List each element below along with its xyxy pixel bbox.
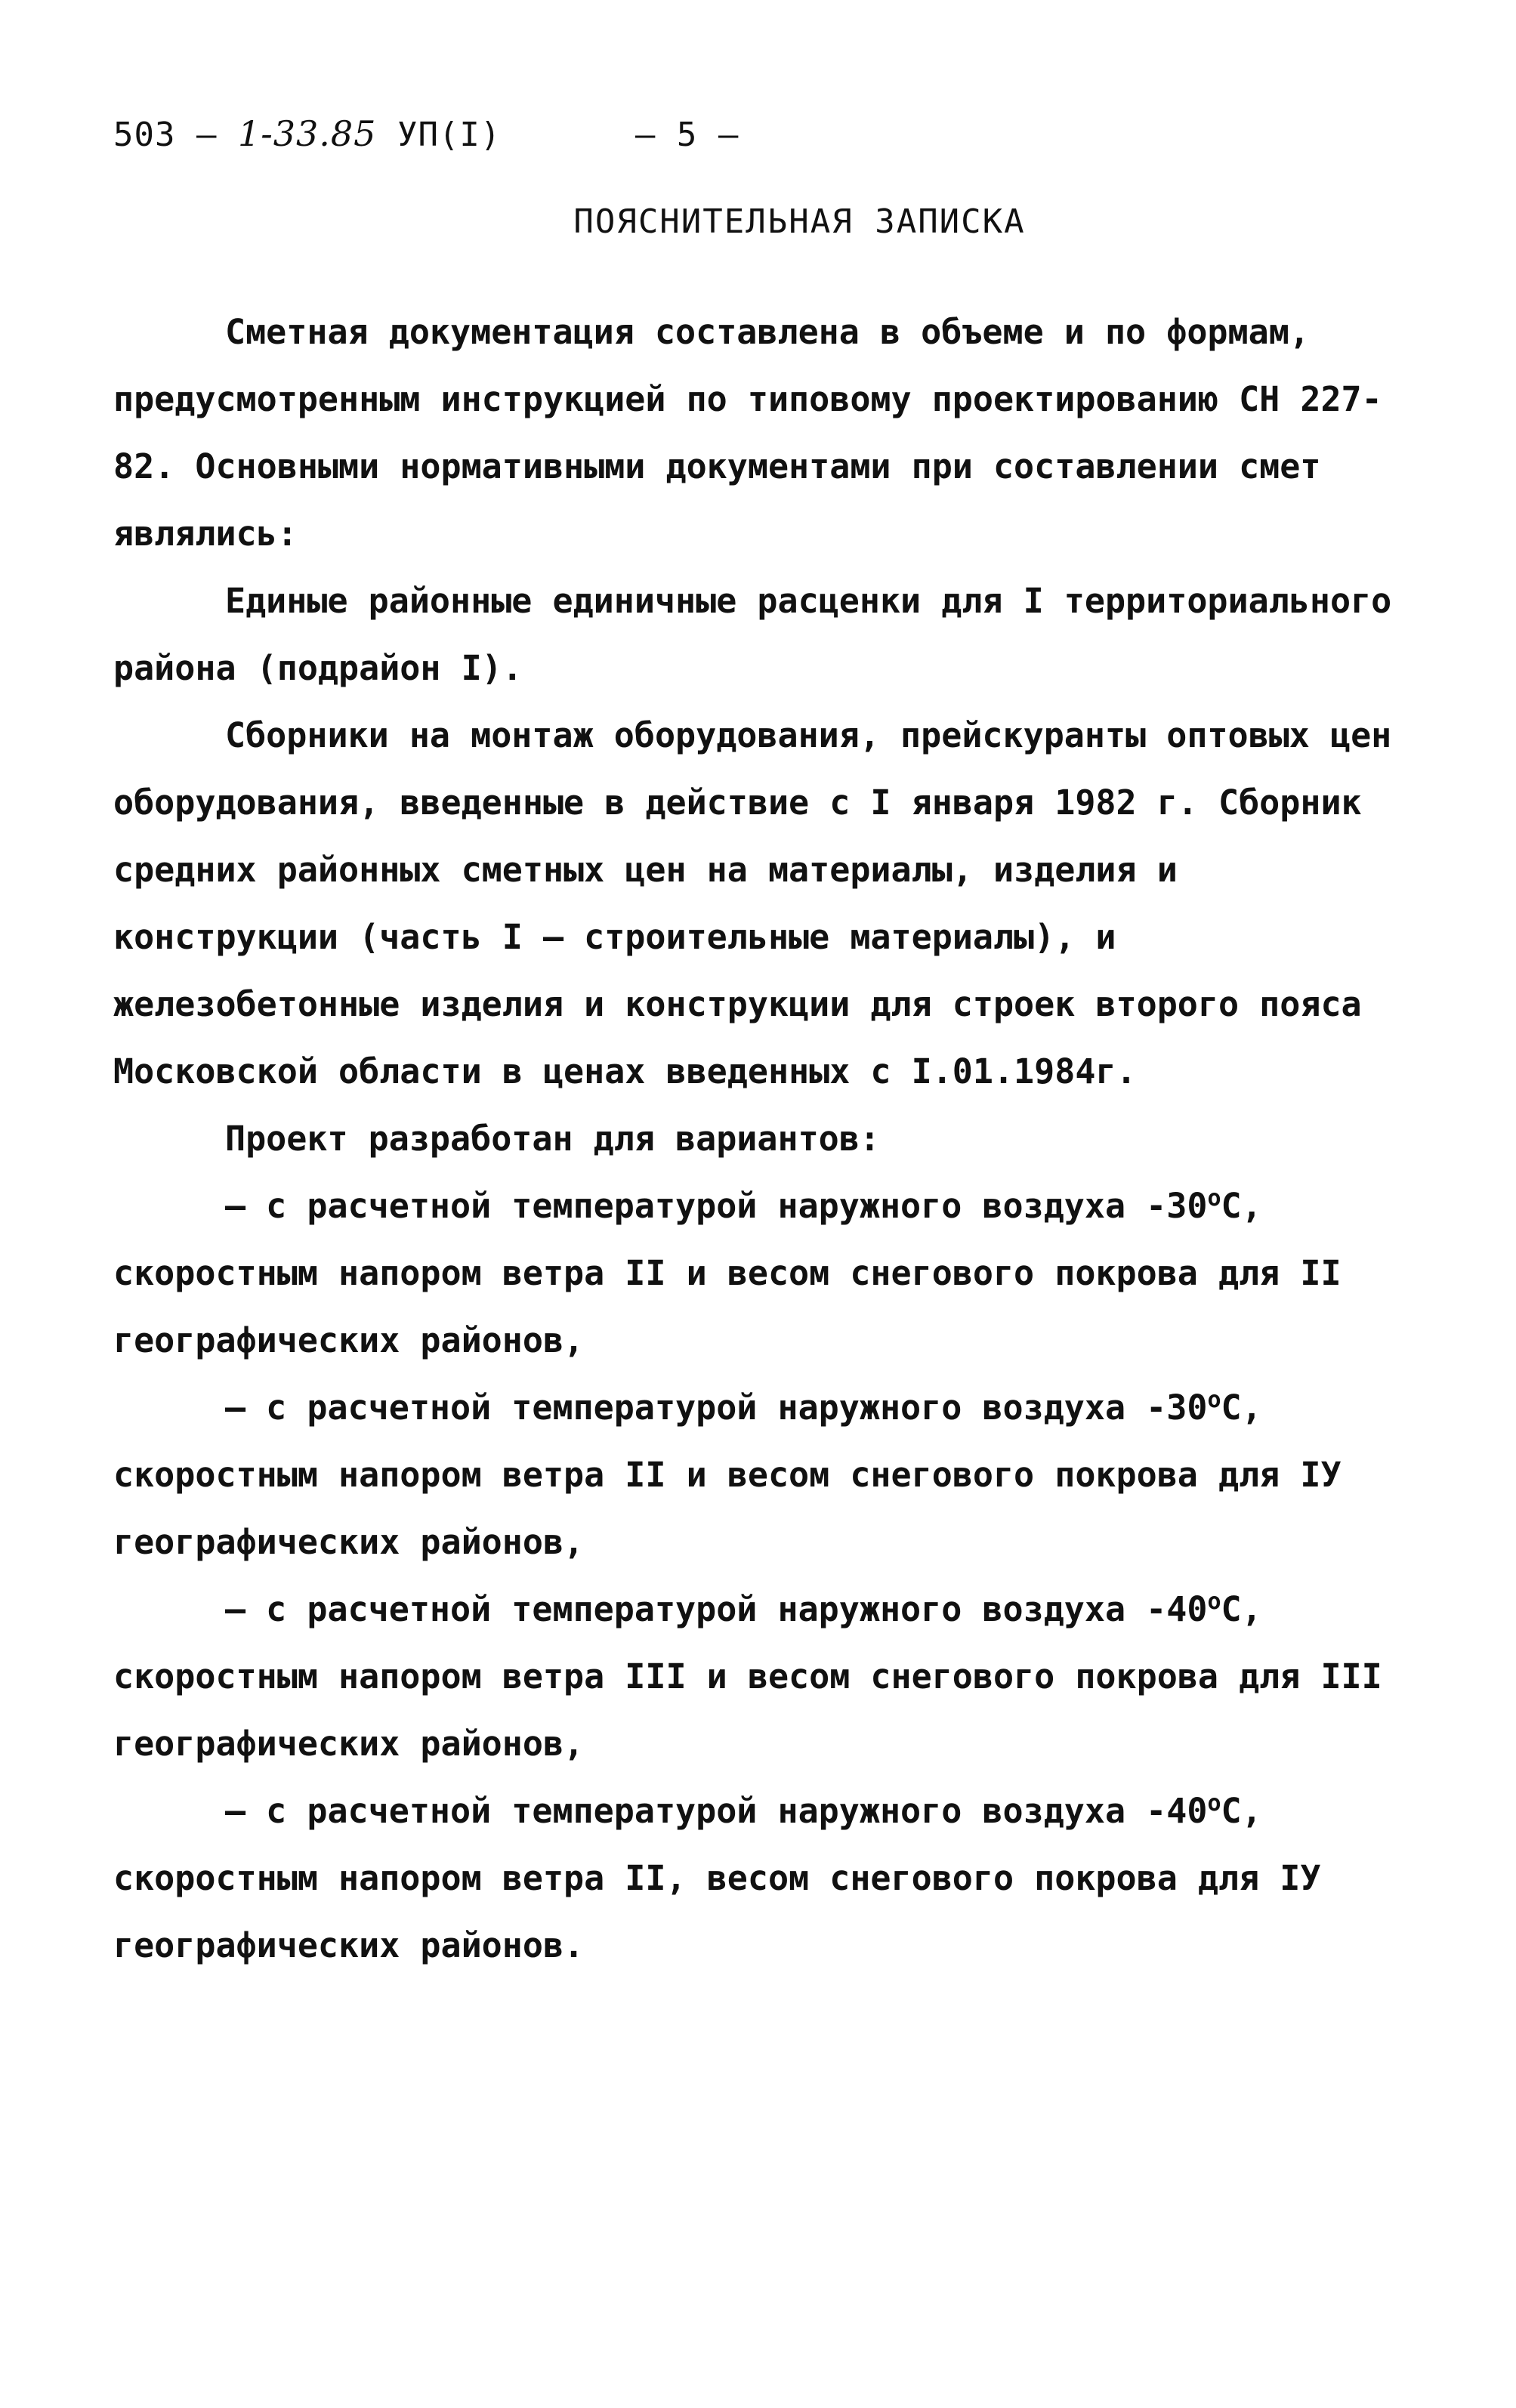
variant-temp: -40: [1146, 1791, 1208, 1831]
paragraph-variants-intro: Проект разработан для вариантов:: [225, 1119, 880, 1159]
degree-mark: o: [1207, 1790, 1221, 1817]
paragraph-collections: Сборники на монтаж оборудования, прейскуранты оптовых цен оборудования, введенные в действие с I января 1982 г. Сборник средних районных сметных цен на материалы, изделия и конструкции (часть I – строительные материалы), и железобетонные изделия и конструкции для строек второго пояса Московской области в ценах введенных с I.01.1984г.: [113, 715, 1392, 1091]
variant-temp: -30: [1146, 1186, 1208, 1226]
variant-rest: С, скоростным напором ветра II и весом снегового покрова для II географических районов,: [113, 1186, 1342, 1360]
variant-item: [113, 1777, 1397, 1979]
variant-temp: -40: [1146, 1589, 1208, 1629]
variant-rest: С, скоростным напором ветра II и весом снегового покрова для IУ географических районов,: [113, 1388, 1342, 1562]
paragraph-estimate-docs: Сметная документация составлена в объеме и по формам, предусмотренным инструкцией по типовому проектированию СН 227-82. Основными нормативными документами при составлении смет являлись:: [113, 312, 1382, 554]
variant-item: [113, 1576, 1397, 1777]
document-code: [113, 113, 501, 154]
variant-item: [113, 1172, 1397, 1374]
variant-lead: – с расчетной температурой наружного воздуха: [225, 1186, 1126, 1226]
variant-temp: -30: [1146, 1388, 1208, 1428]
variant-lead: – с расчетной температурой наружного воздуха: [225, 1388, 1126, 1428]
document-code-prefix: 503 –: [113, 116, 218, 154]
page-number: – 5 –: [634, 116, 739, 154]
degree-mark: o: [1207, 1185, 1221, 1212]
document-code-suffix: УП(I): [397, 116, 502, 154]
variant-rest: С, скоростным напором ветра III и весом снегового покрова для III географических районов,: [113, 1589, 1382, 1764]
page-header: [113, 113, 739, 154]
document-title: ПОЯСНИТЕЛЬНАЯ ЗАПИСКА: [573, 202, 1026, 241]
paragraph-unit-rates: Единые районные единичные расценки для I территориального района (подрайон I).: [113, 581, 1392, 688]
degree-mark: o: [1207, 1387, 1221, 1413]
variant-item: [113, 1374, 1397, 1576]
degree-mark: o: [1207, 1588, 1221, 1615]
variant-lead: – с расчетной температурой наружного воздуха: [225, 1791, 1126, 1831]
variant-rest: С, скоростным напором ветра II, весом снегового покрова для IУ географических районов.: [113, 1791, 1321, 1965]
document-body: [113, 298, 1397, 1979]
variant-lead: – с расчетной температурой наружного воздуха: [225, 1589, 1126, 1629]
document-code-handwritten: 1-33.85: [237, 113, 377, 154]
